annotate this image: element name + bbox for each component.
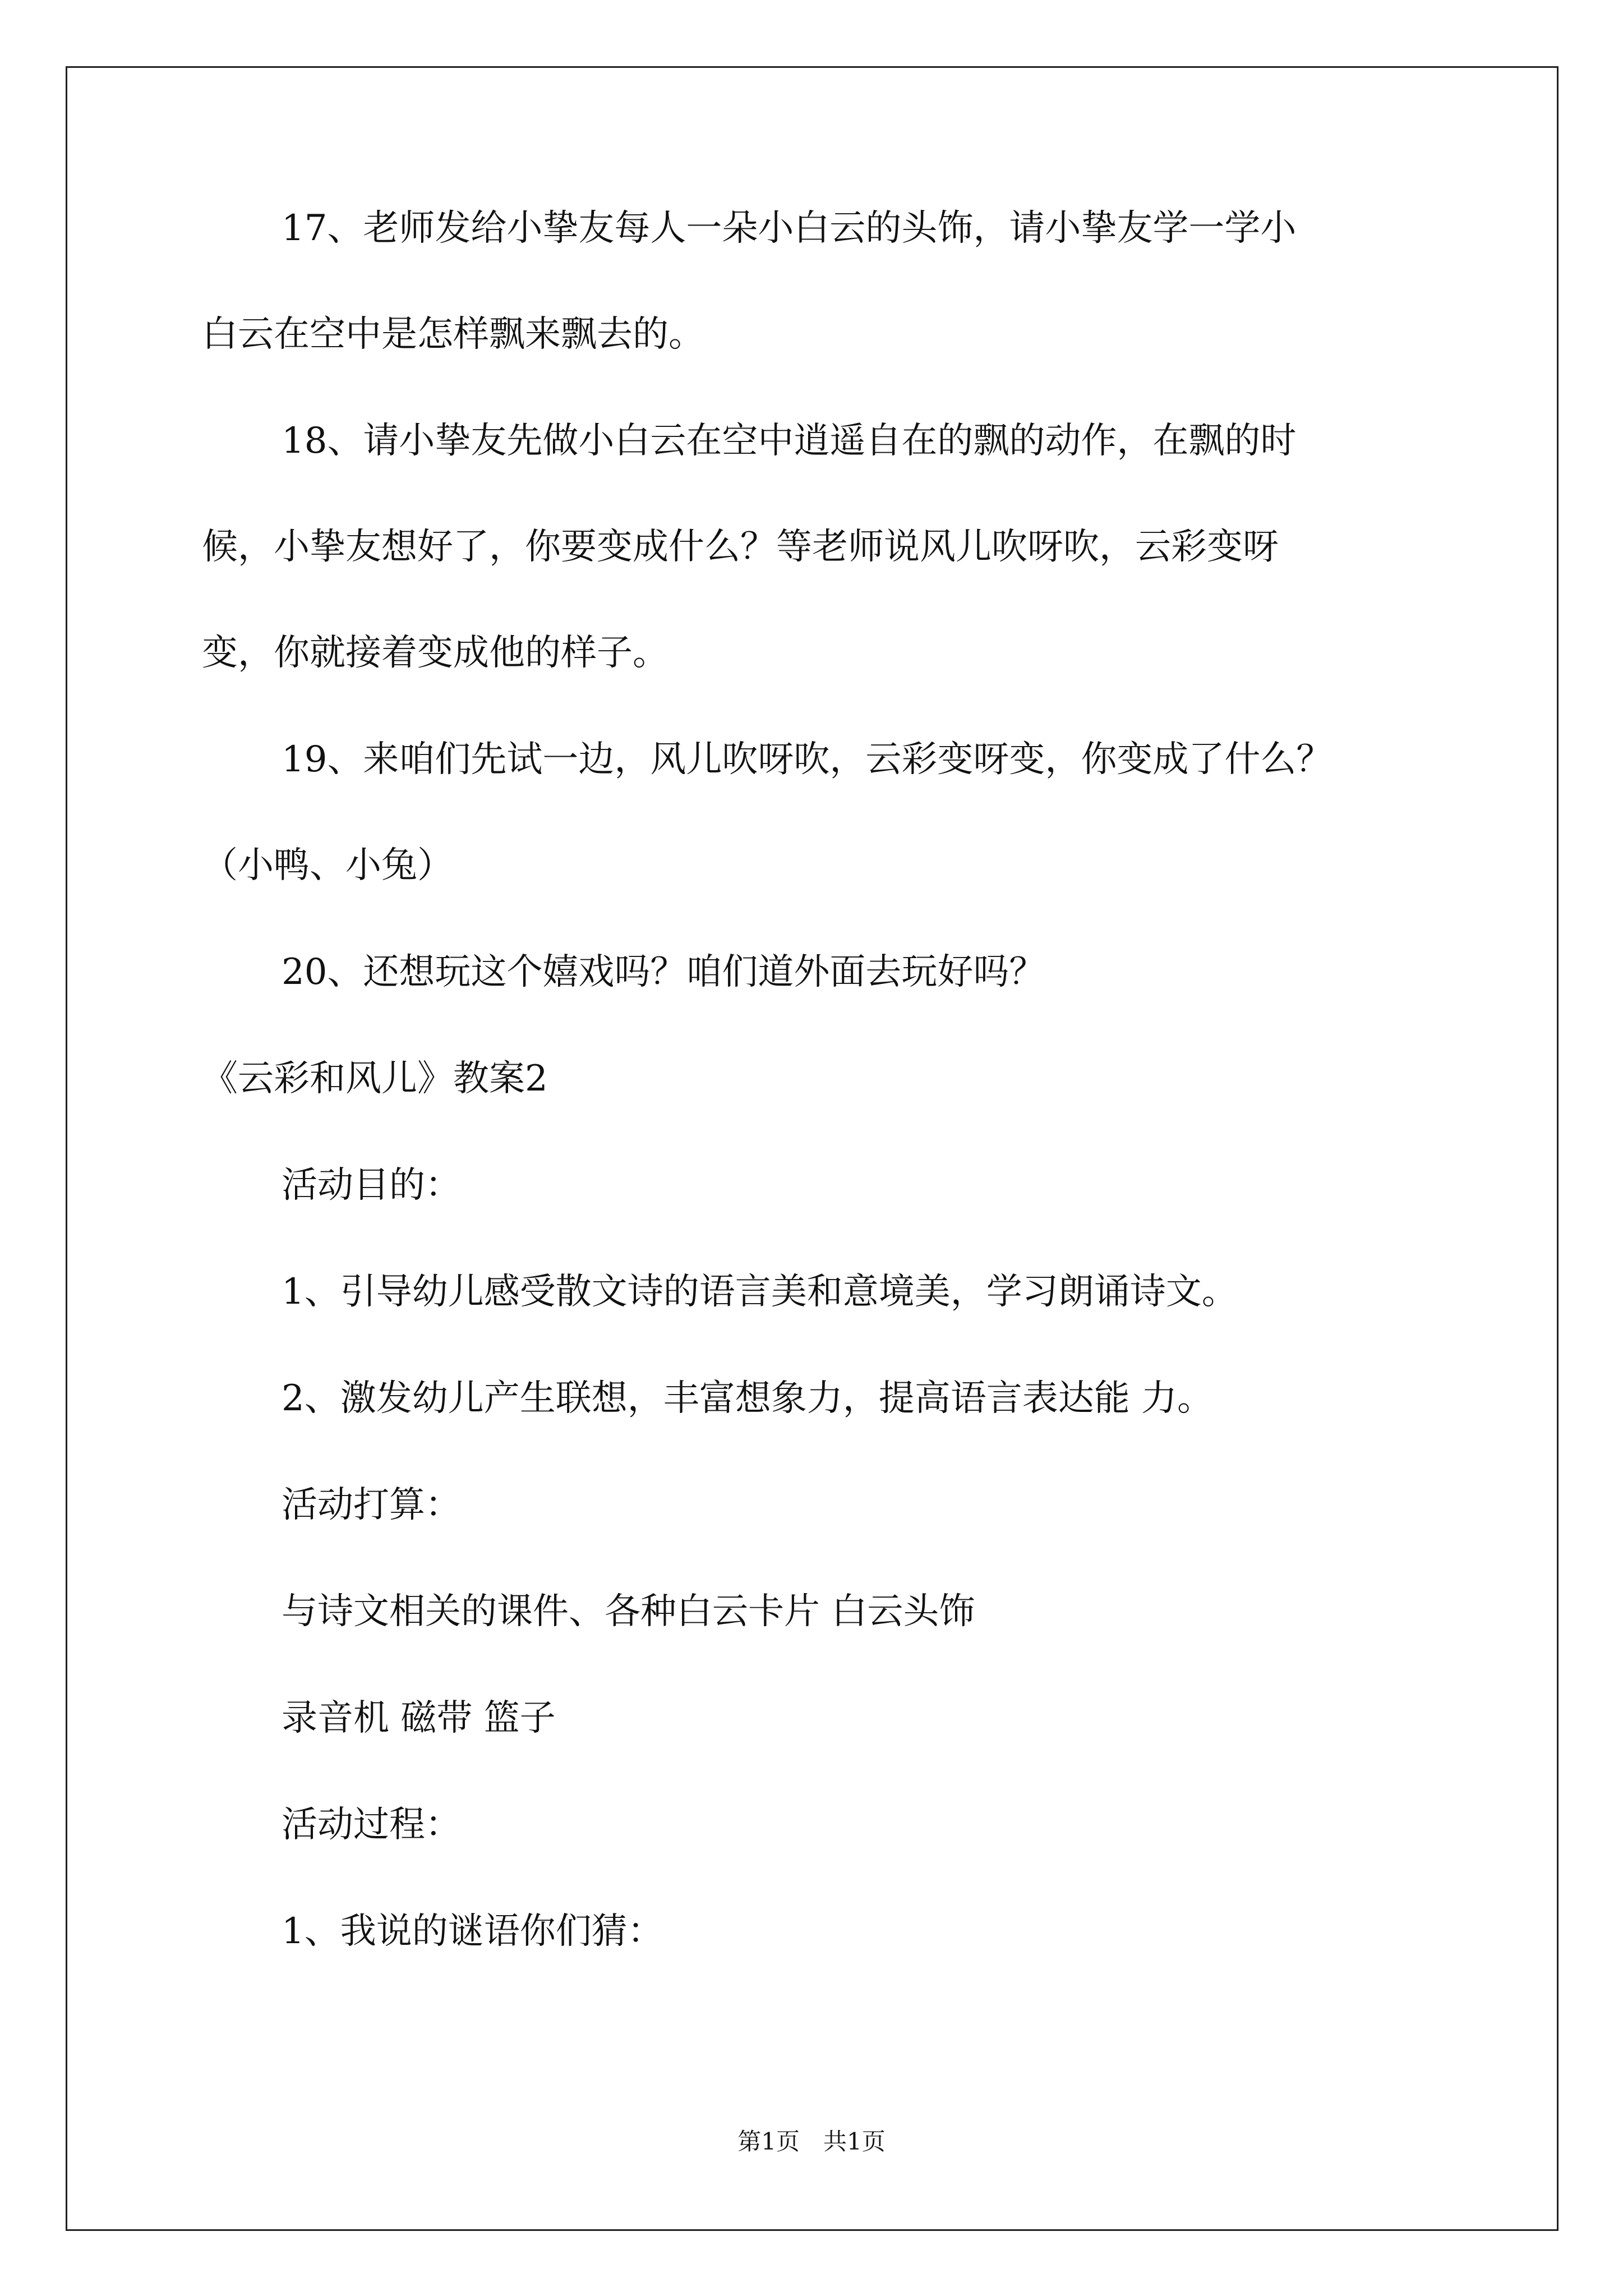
- heading-activity-process: [202, 1804, 1436, 1846]
- goal-item-1: [202, 1271, 1436, 1313]
- text-line: 19、来咱们先试一边，风儿吹呀吹，云彩变呀变，你变成了什么？: [282, 739, 1332, 780]
- text-line: 录音机 磁带 篮子: [282, 1697, 556, 1739]
- text-line: 活动过程：: [282, 1804, 461, 1846]
- heading-activity-goal: [202, 1165, 1436, 1206]
- prep-materials-1: [202, 1591, 1436, 1632]
- text-line: （小鸭、小兔）: [202, 845, 453, 886]
- process-item-1: [202, 1911, 1436, 1952]
- text-line: 白云在空中是怎样飘来飘去的。: [202, 314, 704, 355]
- text-line: 活动打算：: [282, 1484, 461, 1526]
- text-line: 《云彩和风儿》教案2: [202, 1058, 548, 1099]
- prep-materials-2: [202, 1697, 1436, 1739]
- text-line: 活动目的：: [282, 1165, 461, 1206]
- heading-activity-prep: [202, 1484, 1436, 1526]
- text-line: 1、我说的谜语你们猜：: [282, 1911, 663, 1952]
- text-line: 候，小挚友想好了，你要变成什么？等老师说风儿吹呀吹，云彩变呀: [202, 526, 1279, 568]
- section-title: [202, 1058, 1436, 1099]
- text-line: 18、请小挚友先做小白云在空中逍遥自在的飘的动作，在飘的时: [282, 420, 1297, 462]
- text-line: 与诗文相关的课件、各种白云卡片 白云头饰: [282, 1591, 975, 1632]
- text-line: 17、老师发给小挚友每人一朵小白云的头饰，请小挚友学一学小: [282, 208, 1297, 249]
- paragraph-item-17: [202, 208, 1436, 355]
- goal-item-2: [202, 1378, 1436, 1419]
- page-footer: 第1页 共1页: [737, 2128, 886, 2155]
- text-line: 1、引导幼儿感受散文诗的语言美和意境美，学习朗诵诗文。: [282, 1271, 1238, 1313]
- document-body: [202, 208, 1436, 1952]
- text-line: 变，你就接着变成他的样子。: [202, 632, 668, 674]
- paragraph-item-20: [202, 951, 1436, 993]
- paragraph-item-19: [202, 739, 1436, 886]
- text-line: 20、还想玩这个嬉戏吗？咱们道外面去玩好吗？: [282, 951, 1045, 993]
- text-line: 2、激发幼儿产生联想，丰富想象力，提高语言表达能 力。: [282, 1378, 1214, 1419]
- paragraph-item-18: [202, 420, 1436, 674]
